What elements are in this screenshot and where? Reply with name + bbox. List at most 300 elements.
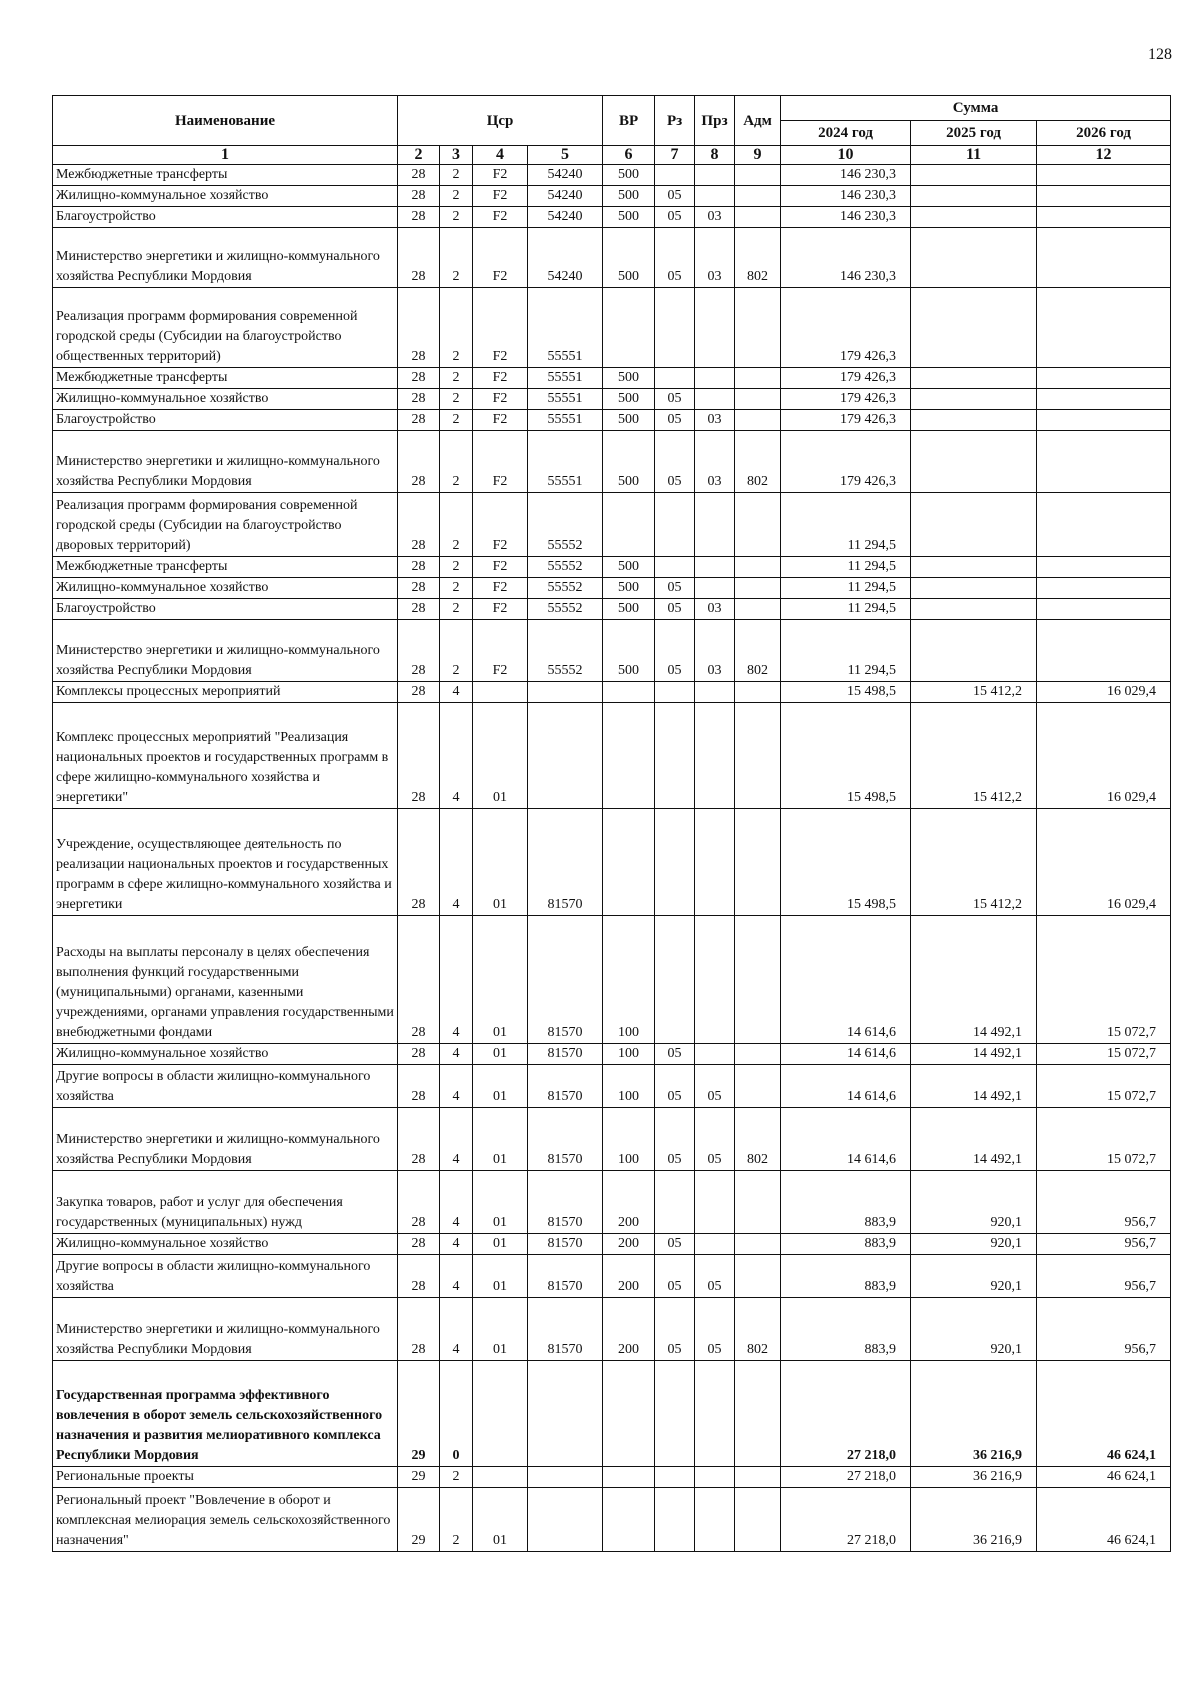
prz-code [695, 493, 735, 557]
row-name: Учреждение, осуществляющее деятельность по реализации национальных проектов и государственных программ в сфере жилищно-коммунального хозяйства и энергетики [53, 809, 398, 916]
rz-code [655, 809, 695, 916]
vr-code [603, 493, 655, 557]
csr-direction: 55551 [528, 288, 603, 368]
header-csr: Цср [398, 96, 603, 146]
csr-direction: 55552 [528, 578, 603, 599]
vr-code: 500 [603, 578, 655, 599]
header-year-2024: 2024 год [781, 121, 911, 146]
csr-program: 29 [398, 1488, 440, 1552]
csr-subprogram: 2 [440, 1488, 473, 1552]
row-name: Министерство энергетики и жилищно-коммунального хозяйства Республики Мордовия [53, 431, 398, 493]
prz-code [695, 916, 735, 1044]
csr-direction: 55552 [528, 620, 603, 682]
csr-direction: 55551 [528, 389, 603, 410]
vr-code: 200 [603, 1298, 655, 1361]
csr-direction: 81570 [528, 1108, 603, 1171]
row-name: Комплекс процессных мероприятий "Реализация национальных проектов и государственных программ в сфере жилищно-коммунального хозяйства и энергетики" [53, 703, 398, 809]
amount-2025 [911, 493, 1037, 557]
amount-2025: 14 492,1 [911, 1065, 1037, 1108]
csr-direction: 55551 [528, 368, 603, 389]
row-name: Благоустройство [53, 410, 398, 431]
amount-2025: 15 412,2 [911, 682, 1037, 703]
prz-code: 05 [695, 1065, 735, 1108]
csr-event: F2 [473, 599, 528, 620]
table-row [53, 599, 1171, 620]
amount-2025: 920,1 [911, 1255, 1037, 1298]
adm-code [735, 288, 781, 368]
amount-2026 [1037, 620, 1171, 682]
amount-2024: 27 218,0 [781, 1488, 911, 1552]
amount-2026 [1037, 228, 1171, 288]
header-vr: ВР [603, 96, 655, 146]
vr-code: 500 [603, 431, 655, 493]
table-row [53, 1108, 1171, 1171]
csr-subprogram: 4 [440, 1044, 473, 1065]
rz-code [655, 703, 695, 809]
page-number: 128 [1148, 46, 1172, 63]
csr-subprogram: 2 [440, 493, 473, 557]
rz-code: 05 [655, 389, 695, 410]
amount-2024: 14 614,6 [781, 1065, 911, 1108]
rz-code [655, 1171, 695, 1234]
vr-code: 500 [603, 228, 655, 288]
amount-2024: 15 498,5 [781, 682, 911, 703]
row-name: Реализация программ формирования современной городской среды (Субсидии на благоустройство общественных территорий) [53, 288, 398, 368]
csr-program: 28 [398, 228, 440, 288]
csr-subprogram: 2 [440, 165, 473, 186]
table-row [53, 165, 1171, 186]
csr-subprogram: 2 [440, 368, 473, 389]
vr-code [603, 703, 655, 809]
rz-code [655, 165, 695, 186]
amount-2026: 15 072,7 [1037, 1065, 1171, 1108]
amount-2024: 179 426,3 [781, 368, 911, 389]
csr-direction [528, 1467, 603, 1488]
adm-code [735, 165, 781, 186]
adm-code: 802 [735, 1108, 781, 1171]
csr-event: F2 [473, 620, 528, 682]
csr-program: 28 [398, 682, 440, 703]
csr-program: 28 [398, 389, 440, 410]
csr-event: F2 [473, 578, 528, 599]
csr-event: 01 [473, 1044, 528, 1065]
adm-code [735, 1467, 781, 1488]
amount-2025: 920,1 [911, 1298, 1037, 1361]
csr-subprogram: 2 [440, 228, 473, 288]
csr-program: 28 [398, 493, 440, 557]
csr-event: 01 [473, 1255, 528, 1298]
vr-code: 500 [603, 368, 655, 389]
csr-subprogram: 2 [440, 599, 473, 620]
vr-code: 100 [603, 1108, 655, 1171]
amount-2024: 883,9 [781, 1171, 911, 1234]
prz-code: 05 [695, 1298, 735, 1361]
vr-code: 500 [603, 207, 655, 228]
prz-code [695, 368, 735, 389]
csr-event: F2 [473, 368, 528, 389]
adm-code [735, 1488, 781, 1552]
adm-code [735, 1044, 781, 1065]
vr-code: 200 [603, 1171, 655, 1234]
prz-code: 03 [695, 599, 735, 620]
adm-code: 802 [735, 228, 781, 288]
prz-code [695, 682, 735, 703]
csr-program: 28 [398, 620, 440, 682]
amount-2026 [1037, 493, 1171, 557]
amount-2026: 15 072,7 [1037, 1044, 1171, 1065]
csr-subprogram: 2 [440, 1467, 473, 1488]
col-number: 11 [911, 146, 1037, 165]
csr-program: 28 [398, 578, 440, 599]
table-row [53, 1044, 1171, 1065]
csr-program: 28 [398, 703, 440, 809]
table-row [53, 410, 1171, 431]
prz-code [695, 1361, 735, 1467]
csr-direction: 81570 [528, 1234, 603, 1255]
row-name: Благоустройство [53, 599, 398, 620]
amount-2026 [1037, 389, 1171, 410]
csr-subprogram: 4 [440, 703, 473, 809]
csr-program: 28 [398, 288, 440, 368]
amount-2024: 14 614,6 [781, 916, 911, 1044]
amount-2026: 16 029,4 [1037, 682, 1171, 703]
csr-subprogram: 4 [440, 809, 473, 916]
row-name: Расходы на выплаты персоналу в целях обеспечения выполнения функций государственными (муниципальными) органами, казенными учреждениями, органами управления государственными внебюджетными фондами [53, 916, 398, 1044]
row-name: Комплексы процессных мероприятий [53, 682, 398, 703]
vr-code: 200 [603, 1234, 655, 1255]
amount-2025: 15 412,2 [911, 703, 1037, 809]
table-row [53, 1255, 1171, 1298]
csr-direction: 81570 [528, 1044, 603, 1065]
adm-code [735, 599, 781, 620]
vr-code: 200 [603, 1255, 655, 1298]
amount-2024: 179 426,3 [781, 389, 911, 410]
adm-code [735, 682, 781, 703]
adm-code [735, 809, 781, 916]
amount-2026: 46 624,1 [1037, 1488, 1171, 1552]
header-year-2025: 2025 год [911, 121, 1037, 146]
rz-code [655, 1488, 695, 1552]
csr-subprogram: 4 [440, 1298, 473, 1361]
table-row [53, 1171, 1171, 1234]
adm-code [735, 368, 781, 389]
rz-code [655, 288, 695, 368]
csr-program: 28 [398, 1234, 440, 1255]
amount-2024: 11 294,5 [781, 557, 911, 578]
prz-code: 05 [695, 1108, 735, 1171]
amount-2024: 146 230,3 [781, 186, 911, 207]
amount-2025 [911, 557, 1037, 578]
rz-code [655, 916, 695, 1044]
rz-code [655, 368, 695, 389]
row-name: Межбюджетные трансферты [53, 165, 398, 186]
amount-2025 [911, 165, 1037, 186]
vr-code: 100 [603, 1065, 655, 1108]
csr-program: 28 [398, 431, 440, 493]
table-body [53, 165, 1171, 1552]
row-name: Межбюджетные трансферты [53, 557, 398, 578]
rz-code: 05 [655, 599, 695, 620]
table-row [53, 703, 1171, 809]
table-row [53, 1234, 1171, 1255]
row-name: Жилищно-коммунальное хозяйство [53, 1234, 398, 1255]
prz-code [695, 1234, 735, 1255]
col-number: 7 [655, 146, 695, 165]
csr-event: 01 [473, 1065, 528, 1108]
prz-code [695, 165, 735, 186]
csr-direction: 55551 [528, 410, 603, 431]
row-name: Государственная программа эффективного вовлечения в оборот земель сельскохозяйственного назначения и развития мелиоративного комплекса Республики Мордовия [53, 1361, 398, 1467]
adm-code [735, 1255, 781, 1298]
prz-code [695, 578, 735, 599]
csr-event: 01 [473, 1108, 528, 1171]
rz-code: 05 [655, 410, 695, 431]
adm-code [735, 410, 781, 431]
csr-program: 28 [398, 165, 440, 186]
col-number: 4 [473, 146, 528, 165]
csr-direction: 81570 [528, 809, 603, 916]
prz-code [695, 809, 735, 916]
csr-subprogram: 4 [440, 1171, 473, 1234]
col-number: 9 [735, 146, 781, 165]
csr-direction [528, 682, 603, 703]
amount-2026: 46 624,1 [1037, 1361, 1171, 1467]
prz-code [695, 703, 735, 809]
amount-2026: 16 029,4 [1037, 809, 1171, 916]
amount-2024: 11 294,5 [781, 620, 911, 682]
amount-2025 [911, 578, 1037, 599]
rz-code [655, 1361, 695, 1467]
amount-2024: 179 426,3 [781, 431, 911, 493]
amount-2026: 956,7 [1037, 1171, 1171, 1234]
row-name: Жилищно-коммунальное хозяйство [53, 389, 398, 410]
prz-code: 03 [695, 620, 735, 682]
csr-subprogram: 4 [440, 916, 473, 1044]
prz-code [695, 186, 735, 207]
amount-2024: 179 426,3 [781, 288, 911, 368]
row-name: Региональные проекты [53, 1467, 398, 1488]
vr-code [603, 1488, 655, 1552]
amount-2024: 11 294,5 [781, 493, 911, 557]
row-name: Региональный проект "Вовлечение в оборот и комплексная мелиорация земель сельскохозяйственного назначения" [53, 1488, 398, 1552]
table-row [53, 1467, 1171, 1488]
csr-program: 28 [398, 410, 440, 431]
amount-2025 [911, 368, 1037, 389]
adm-code [735, 578, 781, 599]
csr-subprogram: 4 [440, 682, 473, 703]
rz-code: 05 [655, 207, 695, 228]
vr-code [603, 809, 655, 916]
amount-2026: 956,7 [1037, 1255, 1171, 1298]
vr-code: 500 [603, 389, 655, 410]
csr-direction: 55552 [528, 493, 603, 557]
prz-code [695, 389, 735, 410]
csr-program: 28 [398, 1044, 440, 1065]
csr-event [473, 1467, 528, 1488]
row-name: Жилищно-коммунальное хозяйство [53, 578, 398, 599]
csr-direction: 54240 [528, 186, 603, 207]
rz-code: 05 [655, 1255, 695, 1298]
adm-code [735, 207, 781, 228]
amount-2026 [1037, 410, 1171, 431]
csr-direction: 81570 [528, 1298, 603, 1361]
amount-2026 [1037, 186, 1171, 207]
csr-event: F2 [473, 493, 528, 557]
amount-2025 [911, 620, 1037, 682]
col-number: 2 [398, 146, 440, 165]
col-number: 12 [1037, 146, 1171, 165]
csr-subprogram: 2 [440, 207, 473, 228]
csr-subprogram: 2 [440, 578, 473, 599]
amount-2025: 36 216,9 [911, 1467, 1037, 1488]
amount-2024: 146 230,3 [781, 207, 911, 228]
rz-code: 05 [655, 186, 695, 207]
amount-2026 [1037, 288, 1171, 368]
vr-code [603, 682, 655, 703]
amount-2025 [911, 228, 1037, 288]
csr-direction: 54240 [528, 207, 603, 228]
rz-code: 05 [655, 578, 695, 599]
csr-direction: 81570 [528, 1255, 603, 1298]
amount-2024: 15 498,5 [781, 703, 911, 809]
csr-event: 01 [473, 1171, 528, 1234]
csr-subprogram: 2 [440, 620, 473, 682]
csr-direction: 55552 [528, 599, 603, 620]
rz-code [655, 1467, 695, 1488]
adm-code [735, 389, 781, 410]
col-number: 5 [528, 146, 603, 165]
amount-2024: 11 294,5 [781, 599, 911, 620]
table-row [53, 620, 1171, 682]
table-row [53, 557, 1171, 578]
prz-code [695, 557, 735, 578]
amount-2025: 920,1 [911, 1234, 1037, 1255]
csr-event: F2 [473, 557, 528, 578]
csr-program: 29 [398, 1361, 440, 1467]
header-rz: Рз [655, 96, 695, 146]
csr-direction [528, 703, 603, 809]
table-row [53, 1298, 1171, 1361]
csr-direction [528, 1361, 603, 1467]
amount-2026: 15 072,7 [1037, 916, 1171, 1044]
amount-2025: 14 492,1 [911, 916, 1037, 1044]
amount-2024: 146 230,3 [781, 228, 911, 288]
adm-code: 802 [735, 1298, 781, 1361]
col-number: 10 [781, 146, 911, 165]
csr-event: 01 [473, 1488, 528, 1552]
csr-event: 01 [473, 1234, 528, 1255]
amount-2025 [911, 207, 1037, 228]
header-prz: Прз [695, 96, 735, 146]
csr-program: 28 [398, 1065, 440, 1108]
csr-program: 28 [398, 599, 440, 620]
rz-code: 05 [655, 228, 695, 288]
csr-direction: 81570 [528, 1171, 603, 1234]
budget-table-container [52, 95, 1170, 1552]
csr-event [473, 682, 528, 703]
rz-code: 05 [655, 1044, 695, 1065]
csr-direction: 55551 [528, 431, 603, 493]
csr-event: F2 [473, 431, 528, 493]
amount-2026: 46 624,1 [1037, 1467, 1171, 1488]
vr-code: 100 [603, 916, 655, 1044]
amount-2024: 15 498,5 [781, 809, 911, 916]
csr-event: F2 [473, 186, 528, 207]
col-number: 8 [695, 146, 735, 165]
row-name: Другие вопросы в области жилищно-коммунального хозяйства [53, 1255, 398, 1298]
rz-code: 05 [655, 1234, 695, 1255]
amount-2026 [1037, 368, 1171, 389]
header-adm: Адм [735, 96, 781, 146]
amount-2024: 11 294,5 [781, 578, 911, 599]
prz-code: 05 [695, 1255, 735, 1298]
rz-code: 05 [655, 620, 695, 682]
rz-code [655, 557, 695, 578]
header-name: Наименование [53, 96, 398, 146]
csr-event: F2 [473, 288, 528, 368]
vr-code: 500 [603, 620, 655, 682]
csr-program: 28 [398, 207, 440, 228]
row-name: Закупка товаров, работ и услуг для обеспечения государственных (муниципальных) нужд [53, 1171, 398, 1234]
amount-2024: 146 230,3 [781, 165, 911, 186]
amount-2025: 14 492,1 [911, 1108, 1037, 1171]
col-number: 3 [440, 146, 473, 165]
table-row [53, 809, 1171, 916]
vr-code [603, 1361, 655, 1467]
rz-code: 05 [655, 1108, 695, 1171]
prz-code: 03 [695, 431, 735, 493]
amount-2026 [1037, 165, 1171, 186]
amount-2025: 36 216,9 [911, 1361, 1037, 1467]
amount-2025: 36 216,9 [911, 1488, 1037, 1552]
csr-direction: 81570 [528, 1065, 603, 1108]
amount-2025 [911, 288, 1037, 368]
budget-table [52, 95, 1171, 1552]
rz-code [655, 682, 695, 703]
csr-program: 28 [398, 809, 440, 916]
csr-event: F2 [473, 165, 528, 186]
csr-event: F2 [473, 389, 528, 410]
amount-2025 [911, 186, 1037, 207]
amount-2026 [1037, 431, 1171, 493]
csr-program: 28 [398, 1108, 440, 1171]
table-row [53, 1488, 1171, 1552]
row-name: Министерство энергетики и жилищно-коммунального хозяйства Республики Мордовия [53, 228, 398, 288]
table-row [53, 682, 1171, 703]
csr-subprogram: 2 [440, 389, 473, 410]
amount-2024: 883,9 [781, 1255, 911, 1298]
rz-code: 05 [655, 1298, 695, 1361]
rz-code: 05 [655, 1065, 695, 1108]
amount-2024: 27 218,0 [781, 1361, 911, 1467]
amount-2024: 14 614,6 [781, 1108, 911, 1171]
amount-2026 [1037, 557, 1171, 578]
csr-subprogram: 4 [440, 1065, 473, 1108]
adm-code [735, 916, 781, 1044]
csr-direction [528, 1488, 603, 1552]
adm-code [735, 186, 781, 207]
csr-subprogram: 4 [440, 1255, 473, 1298]
csr-direction: 81570 [528, 916, 603, 1044]
row-name: Межбюджетные трансферты [53, 368, 398, 389]
table-row [53, 1065, 1171, 1108]
amount-2026: 956,7 [1037, 1234, 1171, 1255]
amount-2024: 179 426,3 [781, 410, 911, 431]
csr-direction: 54240 [528, 165, 603, 186]
row-name: Министерство энергетики и жилищно-коммунального хозяйства Республики Мордовия [53, 620, 398, 682]
csr-program: 28 [398, 368, 440, 389]
amount-2026 [1037, 578, 1171, 599]
